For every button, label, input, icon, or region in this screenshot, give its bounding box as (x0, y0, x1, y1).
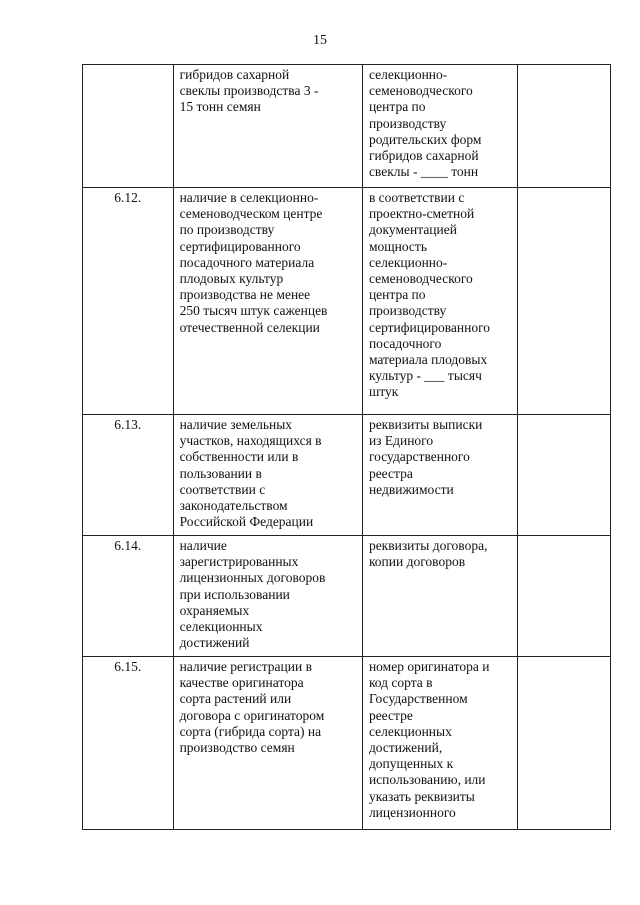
row-number: 6.12. (83, 188, 174, 415)
blank-cell (518, 65, 611, 188)
table-row (83, 415, 611, 536)
table-row (83, 188, 611, 415)
table-row (83, 65, 611, 188)
criterion-cell: наличие в селекционно- семеноводческом центре по производству сертифицированного посадочного материала плодовых культур производства не менее 250 тысяч штук саженцев отечественной селекции (173, 188, 362, 415)
blank-cell (518, 415, 611, 536)
info-cell: реквизиты выписки из Единого государственного реестра недвижимости (362, 415, 517, 536)
info-cell: реквизиты договора, копии договоров (362, 536, 517, 657)
criterion-cell: наличие зарегистрированных лицензионных договоров при использовании охраняемых селекционных достижений (173, 536, 362, 657)
criterion-cell: наличие земельных участков, находящихся в собственности или в пользовании в соответствии с законодательством Российской Федерации (173, 415, 362, 536)
blank-cell (518, 188, 611, 415)
row-number: 6.13. (83, 415, 174, 536)
blank-cell (518, 536, 611, 657)
blank-cell (518, 657, 611, 830)
criterion-cell: гибридов сахарной свеклы производства 3 - 15 тонн семян (173, 65, 362, 188)
criterion-cell: наличие регистрации в качестве оригинатора сорта растений или договора с оригинатором сорта (гибрида сорта) на производство семян (173, 657, 362, 830)
row-number (83, 65, 174, 188)
info-cell: селекционно- семеноводческого центра по производству родительских форм гибридов сахарной свеклы - ____ тонн (362, 65, 517, 188)
row-number: 6.15. (83, 657, 174, 830)
table-row (83, 657, 611, 830)
info-cell: номер оригинатора и код сорта в Государственном реестре селекционных достижений, допущенных к использованию, или указать реквизиты лицензионного (362, 657, 517, 830)
info-cell: в соответствии с проектно-сметной документацией мощность селекционно- семеноводческого центра по производству сертифицированного посадочного материала плодовых культур - ___ тысяч штук (362, 188, 517, 415)
row-number: 6.14. (83, 536, 174, 657)
criteria-table (82, 64, 611, 830)
table-row (83, 536, 611, 657)
page-number: 15 (313, 33, 327, 48)
